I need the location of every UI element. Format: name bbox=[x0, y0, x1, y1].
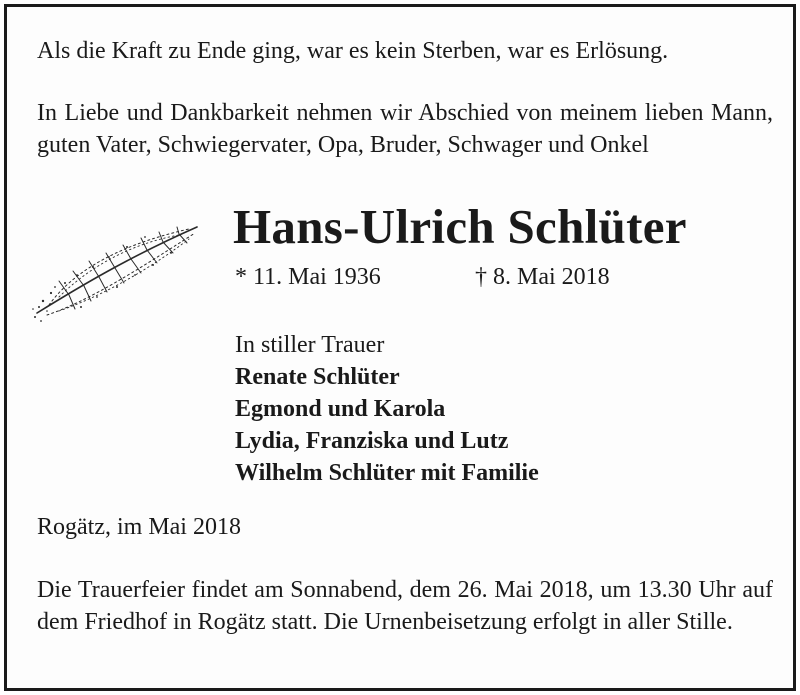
birth-date: * 11. Mai 1936 bbox=[235, 264, 381, 290]
mourners-heading: In stiller Trauer bbox=[235, 332, 385, 358]
death-date: † 8. Mai 2018 bbox=[475, 264, 610, 290]
intro-paragraph: In Liebe und Dankbarkeit nehmen wir Abschied von meinem lieben Mann, guten Vater, Schwiegervater, Opa, Bruder, Schwager und Onkel bbox=[37, 100, 773, 158]
motto-line: Als die Kraft zu Ende ging, war es kein Sterben, war es Erlösung. bbox=[37, 38, 669, 64]
feather-quill-icon bbox=[29, 217, 205, 327]
deceased-name: Hans-Ulrich Schlüter bbox=[233, 199, 687, 254]
mourner-name: Lydia, Franziska und Lutz bbox=[235, 428, 509, 454]
place-date: Rogätz, im Mai 2018 bbox=[37, 514, 241, 540]
mourner-name: Renate Schlüter bbox=[235, 364, 400, 390]
mourner-name: Wilhelm Schlüter mit Familie bbox=[235, 460, 539, 486]
funeral-info: Die Trauerfeier findet am Sonnabend, dem 26. Mai 2018, um 13.30 Uhr auf dem Friedhof in Rogätz statt. Die Urnenbeisetzung erfolgt in aller Stille. bbox=[37, 577, 773, 635]
mourner-name: Egmond und Karola bbox=[235, 396, 446, 422]
mourners-block bbox=[235, 329, 755, 489]
obituary-notice bbox=[4, 4, 796, 691]
